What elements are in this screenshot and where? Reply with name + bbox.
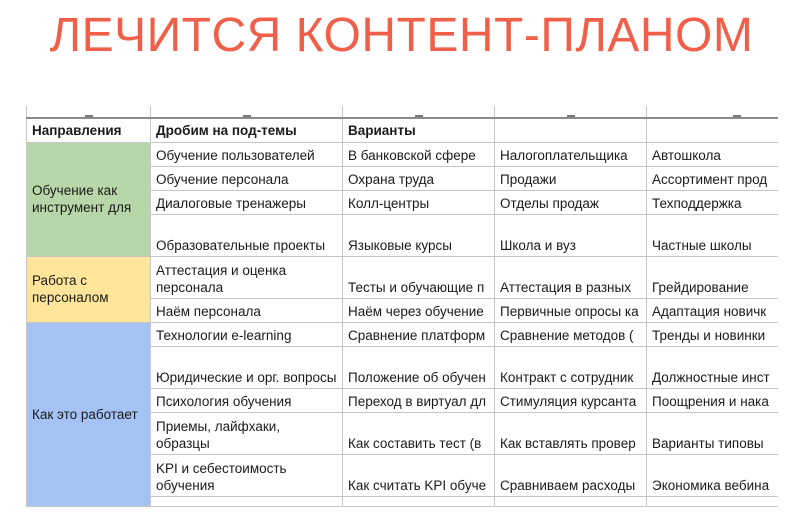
subtopic-cell[interactable]: Диалоговые тренажеры xyxy=(151,190,343,214)
column-header-d[interactable] xyxy=(495,106,647,118)
variant-cell[interactable]: Ассортимент прод xyxy=(647,166,779,190)
variant-cell[interactable]: Языковые курсы xyxy=(343,214,495,256)
header-cell[interactable] xyxy=(495,118,647,142)
content-plan-table xyxy=(26,106,778,507)
variant-cell[interactable]: Техподдержка xyxy=(647,190,779,214)
subtopic-cell[interactable]: Психология обучения xyxy=(151,388,343,412)
variant-cell[interactable]: Переход в виртуал дл xyxy=(343,388,495,412)
variant-cell[interactable]: Адаптация новичк xyxy=(647,298,779,322)
variant-cell[interactable]: Сравнение платформ xyxy=(343,322,495,346)
variant-cell[interactable]: Отделы продаж xyxy=(495,190,647,214)
variant-cell[interactable]: Аттестация в разных xyxy=(495,256,647,298)
table-row xyxy=(27,256,779,298)
variant-cell[interactable]: В банковской сфере xyxy=(343,142,495,166)
variant-cell[interactable]: Охрана труда xyxy=(343,166,495,190)
subtopic-cell[interactable]: Аттестация и оценка персонала xyxy=(151,256,343,298)
subtopic-cell[interactable]: Наём персонала xyxy=(151,298,343,322)
column-header-a[interactable] xyxy=(27,106,151,118)
variant-cell[interactable]: Варианты типовы xyxy=(647,412,779,454)
empty-cell[interactable] xyxy=(343,496,495,506)
variant-cell[interactable]: Как считать KPI обуче xyxy=(343,454,495,496)
variant-cell[interactable]: Поощрения и нака xyxy=(647,388,779,412)
variant-cell[interactable]: Тренды и новинки xyxy=(647,322,779,346)
group-cell[interactable]: Как это работает xyxy=(27,322,151,506)
header-cell[interactable]: Дробим на под-темы xyxy=(151,118,343,142)
empty-cell[interactable] xyxy=(151,496,343,506)
empty-cell[interactable] xyxy=(495,496,647,506)
column-header-strip xyxy=(27,106,779,118)
variant-cell[interactable]: Положение об обучен xyxy=(343,346,495,388)
subtopic-cell[interactable]: Образовательные проекты xyxy=(151,214,343,256)
table-row xyxy=(27,142,779,166)
subtopic-cell[interactable]: Приемы, лайфхаки, образцы xyxy=(151,412,343,454)
variant-cell[interactable]: Школа и вуз xyxy=(495,214,647,256)
group-cell[interactable]: Обучение как инструмент для xyxy=(27,142,151,256)
group-cell[interactable]: Работа с персоналом xyxy=(27,256,151,322)
variant-cell[interactable]: Как составить тест (в xyxy=(343,412,495,454)
variant-cell[interactable]: Колл-центры xyxy=(343,190,495,214)
variant-cell[interactable]: Частные школы xyxy=(647,214,779,256)
header-cell[interactable] xyxy=(647,118,779,142)
subtopic-cell[interactable]: KPI и себестоимость обучения xyxy=(151,454,343,496)
subtopic-cell[interactable]: Обучение пользователей xyxy=(151,142,343,166)
variant-cell[interactable]: Налогоплательщика xyxy=(495,142,647,166)
subtopic-cell[interactable]: Юридические и орг. вопросы xyxy=(151,346,343,388)
variant-cell[interactable]: Сравниваем расходы xyxy=(495,454,647,496)
variant-cell[interactable]: Автошкола xyxy=(647,142,779,166)
page-title: ЛЕЧИТСЯ КОНТЕНТ-ПЛАНОМ xyxy=(49,9,754,62)
variant-cell[interactable]: Сравнение методов ( xyxy=(495,322,647,346)
variant-cell[interactable]: Стимуляция курсанта xyxy=(495,388,647,412)
column-header-b[interactable] xyxy=(151,106,343,118)
variant-cell[interactable]: Продажи xyxy=(495,166,647,190)
column-header-e[interactable] xyxy=(647,106,779,118)
empty-cell[interactable] xyxy=(647,496,779,506)
column-header-c[interactable] xyxy=(343,106,495,118)
variant-cell[interactable]: Наём через обучение xyxy=(343,298,495,322)
variant-cell[interactable]: Контракт с сотрудник xyxy=(495,346,647,388)
variant-cell[interactable]: Экономика вебина xyxy=(647,454,779,496)
header-cell[interactable]: Направления xyxy=(27,118,151,142)
subtopic-cell[interactable]: Обучение персонала xyxy=(151,166,343,190)
subtopic-cell[interactable]: Технологии e-learning xyxy=(151,322,343,346)
variant-cell[interactable]: Как вставлять провер xyxy=(495,412,647,454)
spreadsheet xyxy=(26,106,778,526)
header-row xyxy=(27,118,779,142)
variant-cell[interactable]: Первичные опросы ка xyxy=(495,298,647,322)
header-cell[interactable]: Варианты xyxy=(343,118,495,142)
variant-cell[interactable]: Должностные инст xyxy=(647,346,779,388)
variant-cell[interactable]: Грейдирование xyxy=(647,256,779,298)
table-row xyxy=(27,322,779,346)
variant-cell[interactable]: Тесты и обучающие п xyxy=(343,256,495,298)
